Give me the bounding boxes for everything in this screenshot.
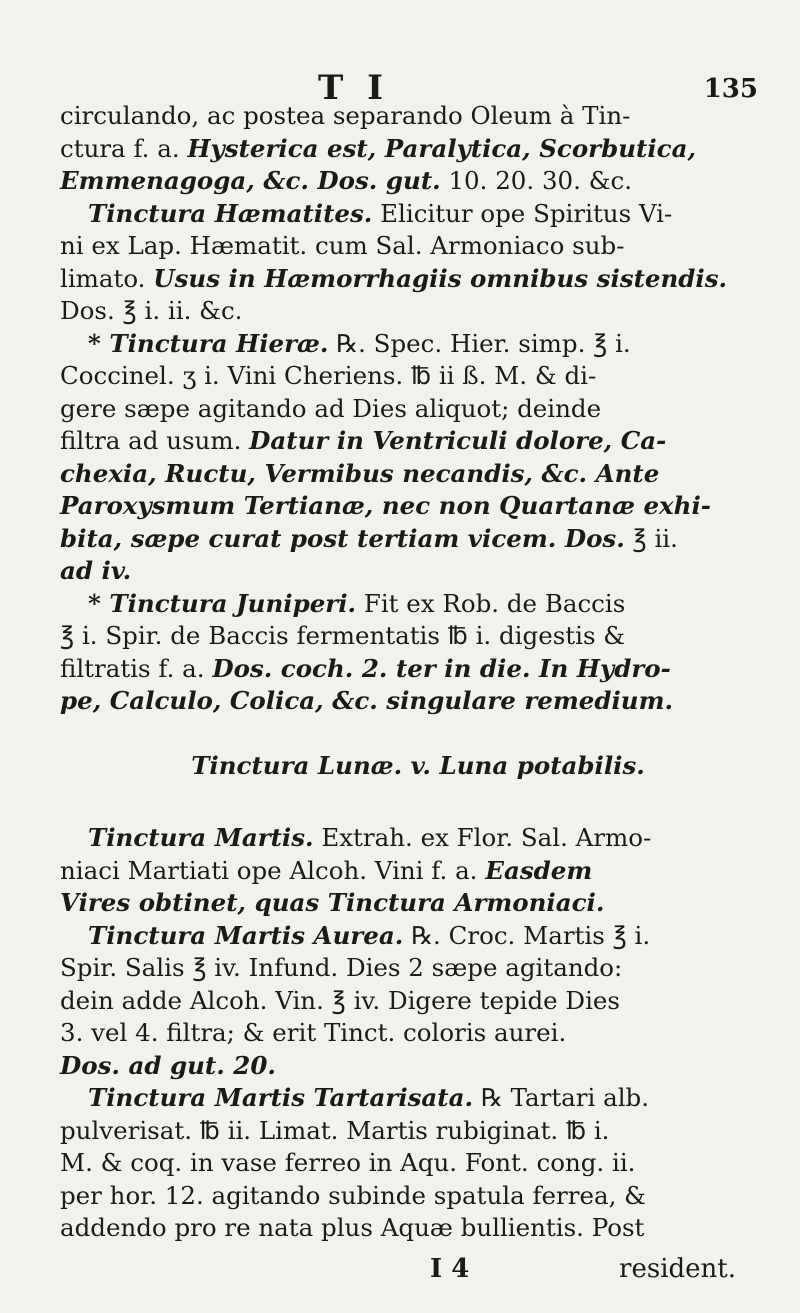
entry-continuation [60,100,776,198]
text-line: filtratis f. a. [60,653,213,683]
text-line: addendo pro re nata plus Aquæ bullientis. Post [60,1213,645,1242]
italic-text: bita, sæpe curat post tertiam vicem. Dos. [60,523,625,553]
italic-text: Dos. coch. 2. ter in die. In Hydro- [212,653,671,683]
text-line: ctura f. a. [60,133,188,163]
text-line: Dos. ℥ i. ii. &c. [60,296,243,325]
text-line: dein adde Alcoh. Vin. ℥ iv. Digere tepide Dies [60,985,620,1015]
text-line: per hor. 12. agitando subinde spatula ferrea, & [60,1180,646,1210]
entry-tinctura-haematites [60,198,776,328]
text-line: M. & coq. in vase ferreo in Aqu. Font. cong. ii. [60,1148,636,1177]
entry-tinctura-lunae [60,750,776,783]
text-line: gere sæpe agitando ad Dies aliquot; deinde [60,393,602,423]
entry-tinctura-hierae [60,328,776,588]
main-text [60,100,776,1245]
text-line: pulverisat. ℔ ii. Limat. Martis rubiginat. ℔ i. [60,1115,610,1145]
text-line: 10. 20. 30. &c. [440,166,633,195]
entry-title: Tinctura Martis. [88,823,314,852]
entry-title: Tinctura Martis Tartarisata. [88,1083,474,1112]
text-line: limato. [60,263,154,293]
italic-text: pe, Calculo, Colica, &c. singulare remedium. [60,686,674,715]
text-line: niaci Martiati ope Alcoh. Vini f. a. [60,855,486,885]
text-line: Spir. Salis ℥ iv. Infund. Dies 2 sæpe agitando: [60,953,623,982]
italic-text: Vires obtinet, quas Tinctura Armoniaci. [60,888,605,917]
page-number: 135 [703,74,758,104]
text-line: Coccinel. ʒ i. Vini Cheriens. ℔ ii ß. M. & di- [60,361,597,390]
italic-text: ad iv. [60,556,132,585]
italic-text: Usus in Hæmorrhagiis omnibus sistendis. [153,263,728,293]
entry-tinctura-martis-tartarisata [60,1082,776,1245]
entry-title: * Tinctura Juniperi. [88,588,357,618]
text-line: Elicitur ope Spiritus Vi- [372,198,673,228]
signature-mark: I 4 [430,1254,470,1284]
italic-text: chexia, Ructu, Vermibus necandis, &c. Ante [60,458,660,488]
text-line: 3. vel 4. filtra; & erit Tinct. coloris aurei. [60,1018,567,1047]
text-line: ℞ Tartari alb. [473,1083,650,1112]
text-line: ℥ i. Spir. de Baccis fermentatis ℔ i. digestis & [60,621,626,650]
italic-text: Easdem [485,855,593,885]
signature-letter: T I [318,68,390,108]
italic-text: Emmenagoga, &c. Dos. gut. [60,166,441,195]
text-line: filtra ad usum. [60,426,250,455]
italic-text: Hysterica est, Paralytica, Scorbutica, [187,133,696,163]
page-footer [60,1254,776,1288]
italic-text: Dos. ad gut. 20. [60,1050,276,1080]
entry-tinctura-martis-aurea [60,920,776,1083]
italic-text: Datur in Ventriculi dolore, Ca- [249,426,667,455]
entry-tinctura-juniperi [60,588,776,718]
catchword: resident. [619,1254,736,1284]
italic-text: Paroxysmum Tertianæ, nec non Quartanæ exhi- [60,491,711,520]
text-line: ni ex Lap. Hæmatit. cum Sal. Armoniaco sub- [60,231,625,260]
running-head [60,68,760,108]
text-line: circulando, ac postea separando Oleum à Tin- [60,101,631,130]
text-line: Extrah. ex Flor. Sal. Armo- [313,823,652,852]
text-line: ℞. Spec. Hier. simp. ℥ i. [328,328,631,358]
entry-title: Tinctura Martis Aurea. [88,920,404,950]
text-line: ℞. Croc. Martis ℥ i. [403,920,651,950]
entry-title: * Tinctura Hieræ. [88,328,329,358]
cross-reference: Tinctura Lunæ. v. Luna potabilis. [191,750,645,780]
entry-tinctura-martis [60,822,776,920]
text-line: Fit ex Rob. de Baccis [356,588,626,618]
entry-title: Tinctura Hæmatites. [88,198,373,228]
text-line: ℥ ii. [624,523,678,553]
